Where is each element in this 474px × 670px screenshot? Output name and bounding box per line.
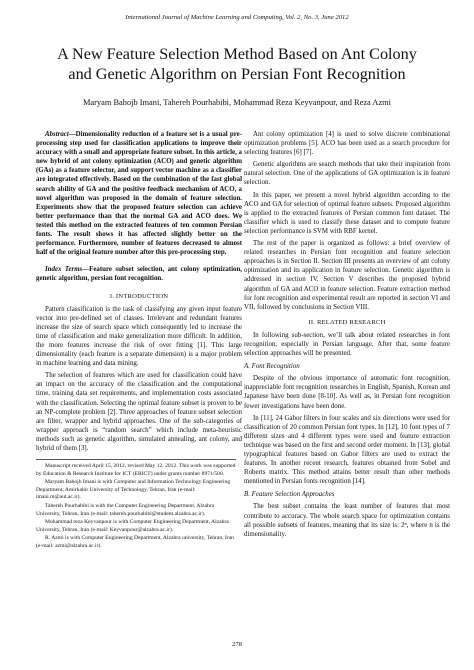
title-line-2: and Genetic Algorithm on Persian Font Recognition <box>68 65 406 83</box>
right-paragraph-1: Ant colony optimization [4] is used to solve discrete combinational optimization problems [5]. ACO has been used as a search procedure for selecting features [6] [7]. <box>244 131 450 157</box>
right-column <box>244 130 450 542</box>
intro-paragraph-2: The selection of features which are used for classification could have an impact on the accuracy of the classification and the computational time, training data set requirements, and implementation costs associated with the classification. Selecting the optimal feature subset is proven to be an NP-complete problem [2]. Three approaches of feature subset selection are filter, wrapper and hybrid approaches. One of the sub-categories of wrapper approach is “random search” which include meta-heuristic methods such as genetic algorithm, simulated annealing, ant colony, and hybrid of them [3]. <box>36 372 242 452</box>
journal-header: International Journal of Machine Learning and Computing, Vol. 2, No. 3, June 2012 <box>125 14 349 21</box>
abstract <box>36 130 242 257</box>
font-recognition-paragraph-1: Despite of the obvious importance of automatic font recognition, inappreciable font recognition researches in English, Spanish, Korean and Japanese have been done [8-10]. As well as, in Persian font recognition fewer investigations have been done. <box>244 375 450 410</box>
section-heading-introduction: I. INTRODUCTION <box>109 292 169 300</box>
font-recognition-paragraph-2: In [11], 24 Gabor filters in four scales and six directions were used for classification of 20 common Persian font types. In [12], 10 font types of 7 different sizes and 4 different types were used and feature extraction technique was based on the first and second order moment. In [13], global typographical features based on Gabor filters are used to extract the features. In another recent research, features obtained from Sobel and Roberts matrix. This method attains better result than other methods mentioned in Persian fonts recognition [14]. <box>244 414 450 486</box>
subsection-heading-font-recognition: A. Font Recognition <box>244 363 300 371</box>
index-terms-label: Index Terms <box>45 266 83 274</box>
right-paragraph-4: The rest of the paper is organized as follows: a brief overview of related researches in Persian font recognition and feature selection approaches is in Section II. Section III presents an overview of ant colony optimization and its application in feature selection. Genetic algorithm is addressed in section IV. Section V describes the proposed hybrid algorithm of GA and ACO in feature selection. Feature extraction method for font recognition and experimental result are reported in section VI and VII, followed by conclusions in Section VIII. <box>244 240 450 311</box>
author-list: Maryam Bahojb Imani, Tahereh Pourhabibi, Mohammad Reza Keyvanpour, and Reza Azmi <box>82 98 391 107</box>
footnote-author-2: Tahereh Pourhabibi is with the Computer Engineering Department, Alzahra University, Tehran, Iran (e-mail: tahereh.pourhabibi@student.alzahra.ac.ir). <box>36 503 215 517</box>
related-research-paragraph: In following sub-section, we’ll talk about related researches in font recognition, especially in Persian language. After that, some feature selection approaches will be presented. <box>244 331 450 358</box>
footnote-author-3: Mohammad reza Keyvanpour is with Computer Engineering Department, Alzahra University, Tehran, Iran (e-mail: Keyvanpour@alzahra.ac.ir). <box>36 519 229 533</box>
footnote-manuscript: Manuscript received April 15, 2012, revised May 12, 2012. This work was supported by Education & Research Institute for ICT (ERICT) under grants number 8971/500. <box>36 463 236 477</box>
subsection-heading-feature-selection: B. Feature Selection Approaches <box>244 491 335 499</box>
footnote-author-1: Maryam Bahojb Imani is with Computer and Information Technology Engineering Department, Amirkabir University of Technology, Tehran, Iran (e-mail: imani.m@aut.ac.ir). <box>36 479 231 501</box>
index-terms-text: —Feature subset selection, ant colony optimization, genetic algorithm, persian font recognition. <box>36 266 243 283</box>
right-paragraph-3: In this paper, we present a novel hybrid algorithm according to the ACO and GA for selection of optimal feature subsets. Proposed algorithm is applied to the extracted features of Persian common font dataset. The classifier which is used to classify these dataset and to compute feature selection performance is SVM with RBF kernel. <box>244 191 450 235</box>
left-column <box>36 130 242 552</box>
abstract-text: —Dimensionality reduction of a feature set is a usual pre-processing step used for classification applications to improve their accuracy with a small and appropriate feature subset. In this article, a new hybrid of ant colony optimization (ACO) and genetic algorithm (GAs) as a feature selector, and support vector machine as a classifier are integrated effectively. Based on the combination of the fast global search ability of GA and the positive feedback mechanism of ACO, a novel algorithm was proposed in the domain of feature selection. Experiments show that the proposed feature selection can achieve better performance than that the normal GA and ACO does. We tested this method on the extracted features of ten common Persian fonts. The result shows it has affected slightly better on the performance. Furthermore, number of features decreased to almost half of the original feature number after this pre-processing step. <box>36 131 242 257</box>
title-line-1: A New Feature Selection Method Based on Ant Colony <box>57 45 417 63</box>
paper-title <box>24 44 450 84</box>
page-number: 278 <box>232 641 242 648</box>
footnotes <box>36 459 236 551</box>
abstract-label: Abstract <box>45 131 69 138</box>
feature-selection-paragraph-1: The best subset contains the least number of features that most contribute to accuracy. The whole search space for optimization contains all possible subsets of features, meaning that its size is: 2ⁿ, where n is the dimensionality. <box>244 503 450 538</box>
footnote-author-4: R. Azmi is with Computer Engineering Department, Alzahra university, Tehran, Iran (e-mail: azmi@alzahra.ac.ir). <box>36 535 234 550</box>
section-heading-related-research: II. RELATED RESEARCH <box>308 318 386 326</box>
intro-paragraph-1: Pattern classification is the task of classifying any given input feature vector into pre-defined set of classes. Irrelevant and redundant features increase the size of search space which consequently led to increase the time of classification and make generalization more difficult. In addition, the more features increase the risk of over fitting [1]. This large dimensionality (each feature is a separate dimension) is a major problem in machine learning and data mining. <box>36 305 242 368</box>
index-terms <box>36 265 242 283</box>
right-paragraph-2: Genetic algorithms are search methods that take their inspiration from natural selection. One of the applications of GA optimization is in feature selection. <box>244 161 450 187</box>
